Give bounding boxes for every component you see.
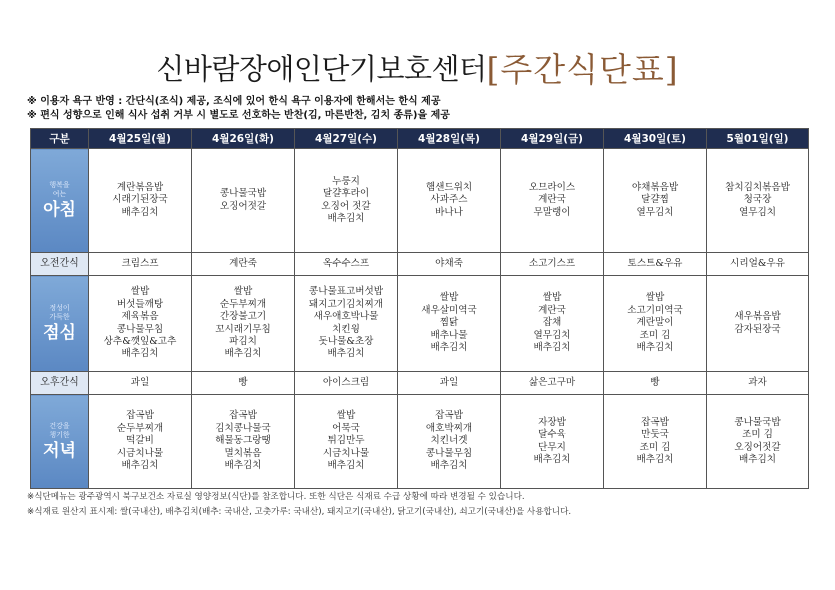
menu-item: 치킨너겟: [430, 435, 468, 447]
menu-item: 오징어 젓갈: [321, 200, 371, 212]
menu-item: 달걀후라이: [322, 188, 370, 200]
menu-item: 열무김치: [533, 329, 571, 341]
menu-item: 단무지: [538, 441, 566, 453]
snack-cell: 빵: [192, 372, 295, 395]
menu-item: 계란볶음밥: [116, 181, 164, 193]
snack-cell: 아이스크림: [295, 372, 398, 395]
menu-item: 새우살미역국: [421, 304, 477, 316]
menu-item: 무말랭이: [533, 206, 571, 218]
snack-cell: 크림스프: [89, 253, 192, 276]
menu-cell: [192, 149, 295, 253]
menu-cell: [604, 149, 707, 253]
snack-cell: 과일: [89, 372, 192, 395]
header-cell: 5월01일(일): [707, 129, 809, 149]
menu-item: 배추김치: [738, 453, 777, 465]
menu-item: 배추김치: [533, 342, 571, 354]
menu-cell: [707, 395, 809, 489]
menu-item: 콩나물표고버섯밥: [308, 286, 384, 298]
menu-item: 멸치볶음: [224, 447, 262, 459]
menu-item: 소고기미역국: [627, 304, 683, 316]
menu-cell: [295, 276, 398, 372]
snack-cell: 계란죽: [192, 253, 295, 276]
menu-item: 자장밥: [538, 416, 566, 428]
menu-item: 배추김치: [430, 342, 468, 354]
menu-cell: [295, 149, 398, 253]
menu-item: 콩나물무침: [116, 323, 164, 335]
menu-item: 배추김치: [327, 460, 365, 472]
row-subtitle: 여는: [52, 189, 67, 198]
row-title: 저녁: [43, 440, 76, 461]
menu-cell: [295, 395, 398, 489]
breakfast-row: [31, 149, 809, 253]
menu-cell: [501, 149, 604, 253]
page-title: [0, 44, 835, 91]
menu-title: [주간식단표]: [486, 50, 679, 89]
row-subtitle: 행복을: [49, 180, 70, 189]
menu-item: 조미 김: [639, 441, 671, 453]
menu-item: 배추김치: [224, 460, 262, 472]
menu-item: 계란국: [538, 194, 566, 206]
row-title: 점심: [43, 322, 76, 343]
menu-item: 순두부찌개: [219, 298, 267, 310]
menu-item: 쌀밥: [130, 286, 150, 298]
menu-item: 달수육: [538, 429, 566, 441]
header-cell: 4월29일(금): [501, 129, 604, 149]
menu-item: 잡곡밥: [229, 410, 257, 422]
footer-line: ※식단메뉴는 광주광역시 북구보건소 자료실 영양정보(식단)를 참조합니다. 또한 식단은 식재료 수급 상황에 따라 변경될 수 있습니다.: [27, 492, 525, 502]
menu-item: 쌀밥: [233, 286, 253, 298]
menu-cell: [398, 395, 501, 489]
menu-item: 해물동그랑땡: [215, 435, 271, 447]
menu-item: 제육볶음: [121, 311, 159, 323]
snack-cell: 야채죽: [398, 253, 501, 276]
menu-item: 쌀밥: [336, 410, 356, 422]
menu-item: 열무김치: [738, 206, 777, 218]
header-cell: 4월25일(월): [89, 129, 192, 149]
menu-item: 열무김치: [636, 206, 674, 218]
header-cell: 4월30일(토): [604, 129, 707, 149]
menu-item: 야채볶음밥: [631, 181, 679, 193]
snack-cell: 소고기스프: [501, 253, 604, 276]
menu-item: 시금치나물: [116, 447, 164, 459]
note-line: ※ 편식 성향으로 인해 식사 섭취 거부 시 별도로 선호하는 반찬(김, 마른반찬, 김치 종류)을 제공: [27, 110, 450, 121]
snack-cell: 과자: [707, 372, 809, 395]
menu-item: 쌀밥: [645, 292, 665, 304]
weekly-menu-table: [30, 128, 809, 489]
menu-item: 튀김만두: [327, 435, 365, 447]
menu-cell: [707, 149, 809, 253]
notes: [27, 95, 450, 123]
menu-item: 잡채: [542, 317, 562, 329]
lunch-row: [31, 276, 809, 372]
pm-snack-row: [31, 372, 809, 395]
menu-item: 상추&깻잎&고추: [103, 335, 177, 347]
menu-cell: [501, 276, 604, 372]
menu-item: 김치콩나물국: [215, 422, 271, 434]
menu-item: 잡곡밥: [126, 410, 154, 422]
menu-item: 배추나물: [430, 329, 468, 341]
menu-item: 콩나물무침: [425, 447, 473, 459]
row-title: 아침: [43, 199, 76, 220]
menu-item: 오징어젓갈: [734, 441, 781, 453]
menu-item: 어묵국: [332, 422, 360, 434]
menu-cell: [89, 149, 192, 253]
menu-cell: [192, 276, 295, 372]
snack-cell: 시리얼&우유: [707, 253, 809, 276]
menu-item: 꼬시래기무침: [215, 323, 271, 335]
menu-cell: [89, 276, 192, 372]
menu-item: 돼지고기김치찌개: [308, 298, 384, 310]
menu-item: 파김치: [229, 335, 257, 347]
menu-item: 햄샌드위치: [425, 181, 473, 193]
snack-cell: 옥수수스프: [295, 253, 398, 276]
am-snack-header: 오전간식: [31, 253, 89, 276]
menu-item: 조미 김: [639, 329, 671, 341]
dinner-header: [31, 395, 89, 489]
menu-item: 만둣국: [641, 429, 669, 441]
menu-item: 배추김치: [121, 206, 159, 218]
menu-item: 순두부찌개: [116, 422, 164, 434]
menu-item: 치킨윙: [332, 323, 360, 335]
menu-item: 새우애호박나물: [313, 311, 379, 323]
header-cell: 구분: [31, 129, 89, 149]
menu-item: 달걀찜: [641, 194, 669, 206]
menu-item: 배추김치: [121, 460, 159, 472]
menu-item: 바나나: [435, 206, 463, 218]
menu-item: 쌀밥: [542, 292, 562, 304]
menu-item: 오징어젓갈: [219, 200, 267, 212]
lunch-header: [31, 276, 89, 372]
menu-item: 배추김치: [327, 348, 365, 360]
header-row: [31, 129, 809, 149]
menu-item: 누룽지: [332, 175, 360, 187]
menu-item: 찜닭: [439, 317, 459, 329]
menu-item: 오므라이스: [528, 181, 576, 193]
menu-item: 새우볶음밥: [734, 311, 781, 323]
menu-item: 조미 김: [742, 429, 773, 441]
menu-cell: [604, 276, 707, 372]
snack-cell: 삶은고구마: [501, 372, 604, 395]
row-subtitle: 가득한: [49, 312, 70, 321]
header-cell: 4월28일(목): [398, 129, 501, 149]
menu-item: 돗나물&초장: [318, 335, 374, 347]
menu-item: 배추김치: [636, 342, 674, 354]
menu-item: 애호박찌개: [425, 422, 473, 434]
menu-item: 배추김치: [636, 453, 674, 465]
menu-cell: [707, 276, 809, 372]
header-cell: 4월26일(화): [192, 129, 295, 149]
menu-cell: [398, 276, 501, 372]
menu-item: 배추김치: [224, 348, 262, 360]
menu-item: 간장불고기: [219, 311, 267, 323]
breakfast-header: [31, 149, 89, 253]
menu-item: 잡곡밥: [435, 410, 463, 422]
snack-cell: 빵: [604, 372, 707, 395]
menu-item: 시금치나물: [322, 447, 370, 459]
header-cell: 4월27일(수): [295, 129, 398, 149]
menu-item: 배추김치: [327, 212, 365, 224]
menu-item: 배추김치: [430, 460, 468, 472]
dinner-row: [31, 395, 809, 489]
menu-cell: [604, 395, 707, 489]
footer-notes: [27, 490, 571, 520]
menu-item: 쌀밥: [439, 292, 459, 304]
menu-item: 배추김치: [121, 348, 159, 360]
menu-item: 콩나물국밥: [219, 188, 267, 200]
menu-item: 감자된장국: [734, 323, 781, 335]
menu-item: 사과주스: [430, 194, 468, 206]
row-subtitle: 정성이: [49, 303, 70, 312]
menu-item: 계란국: [538, 304, 566, 316]
snack-cell: 토스트&우유: [604, 253, 707, 276]
menu-cell: [192, 395, 295, 489]
am-snack-row: [31, 253, 809, 276]
menu-item: 청국장: [743, 194, 772, 206]
menu-cell: [501, 395, 604, 489]
menu-item: 시래기된장국: [112, 194, 168, 206]
footer-line: ※식재료 원산지 표시제: 쌀(국내산), 배추김치(배추: 국내산, 고춧가루: 국내산), 돼지고기(국내산), 닭고기(국내산), 쇠고기(국내산)을 사용합니다.: [27, 507, 572, 517]
row-subtitle: 건강을: [49, 421, 70, 430]
snack-cell: 과일: [398, 372, 501, 395]
menu-cell: [89, 395, 192, 489]
menu-item: 계란말이: [636, 317, 674, 329]
row-subtitle: 챙기한: [49, 430, 70, 439]
menu-item: 참치김치볶음밥: [725, 181, 790, 193]
menu-cell: [398, 149, 501, 253]
menu-item: 배추김치: [533, 453, 571, 465]
menu-item: 버섯들깨탕: [116, 298, 164, 310]
center-name: 신바람장애인단기보호센터: [156, 52, 487, 86]
menu-item: 떡갈비: [126, 435, 154, 447]
note-line: ※ 이용자 욕구 반영 : 간단식(조식) 제공, 조식에 있어 한식 욕구 이용자에 한해서는 한식 제공: [27, 96, 441, 107]
pm-snack-header: 오후간식: [31, 372, 89, 395]
menu-item: 콩나물국밥: [734, 416, 781, 428]
menu-item: 잡곡밥: [641, 416, 669, 428]
